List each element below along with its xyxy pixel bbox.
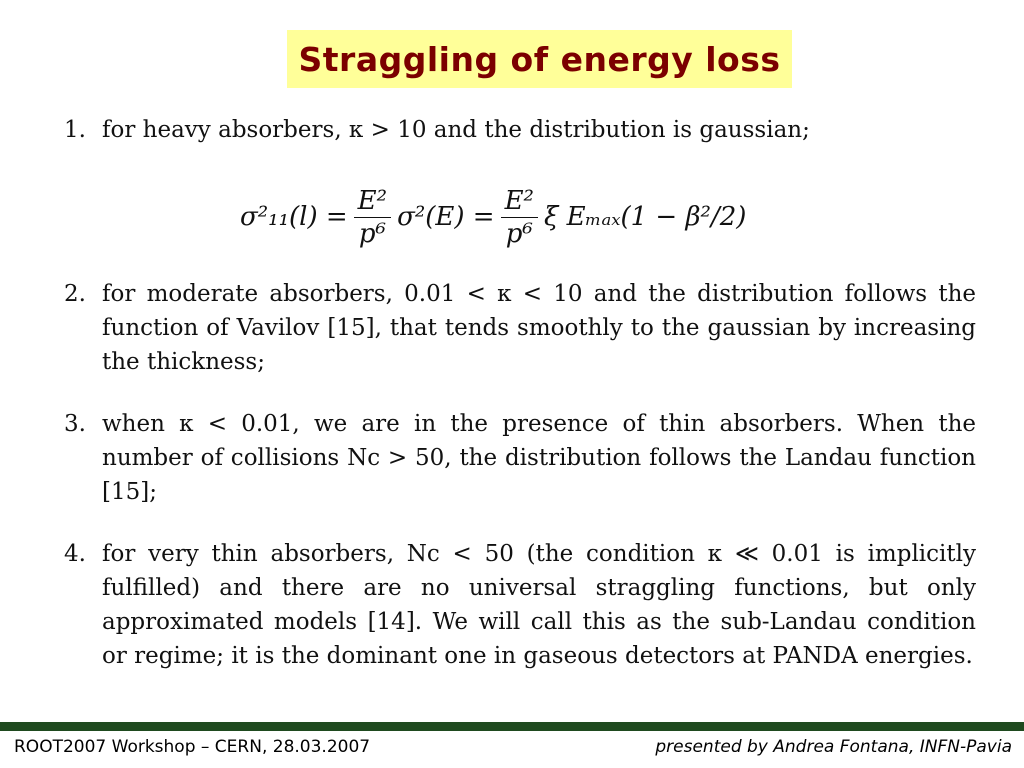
footer [0, 733, 1024, 763]
item-text: for heavy absorbers, κ > 10 and the distribution is gaussian; [102, 117, 810, 143]
footer-event: ROOT2007 Workshop – CERN, 28.03.2007 [14, 737, 371, 757]
formula-lhs: σ²₁₁(l) = [240, 202, 348, 232]
fraction-denominator: p⁶ [505, 218, 533, 249]
footer-divider [0, 722, 1024, 731]
formula-middle: σ²(E) = [397, 202, 495, 232]
list-item-3 [64, 407, 976, 509]
item-text: when κ < 0.01, we are in the presence of thin absorbers. When the number of collisions Nc > 50, the distribution follows the Landau function [15]; [102, 411, 976, 505]
list-item-2 [64, 277, 976, 379]
formula-fraction-2 [501, 185, 538, 250]
gaussian-variance-formula [240, 172, 840, 262]
fraction-numerator: E² [354, 185, 391, 218]
footer-presenter: presented by Andrea Fontana, INFN-Pavia [655, 737, 1012, 757]
item-number: 1. [64, 117, 86, 143]
item-number: 2. [64, 281, 86, 307]
title-box [287, 30, 792, 88]
formula-fraction-1 [354, 185, 391, 250]
fraction-denominator: p⁶ [358, 218, 386, 249]
item-text: for very thin absorbers, Nc < 50 (the condition κ ≪ 0.01 is implicitly fulfilled) and there are no universal straggling functions, but only approximated models [14]. We will call this as the sub-Landau condition or regime; it is the dominant one in gaseous detectors at PANDA energies. [102, 541, 976, 669]
formula-rhs: ξ Eₘₐₓ(1 − β²/2) [543, 202, 747, 232]
slide-title: Straggling of energy loss [298, 39, 781, 79]
item-number: 4. [64, 541, 86, 567]
fraction-numerator: E² [501, 185, 538, 218]
list-item-1 [64, 113, 976, 147]
item-text: for moderate absorbers, 0.01 < κ < 10 and the distribution follows the function of Vavilov [15], that tends smoothly to the gaussian by increasing the thickness; [102, 281, 976, 375]
item-number: 3. [64, 411, 86, 437]
list-item-4 [64, 537, 976, 673]
